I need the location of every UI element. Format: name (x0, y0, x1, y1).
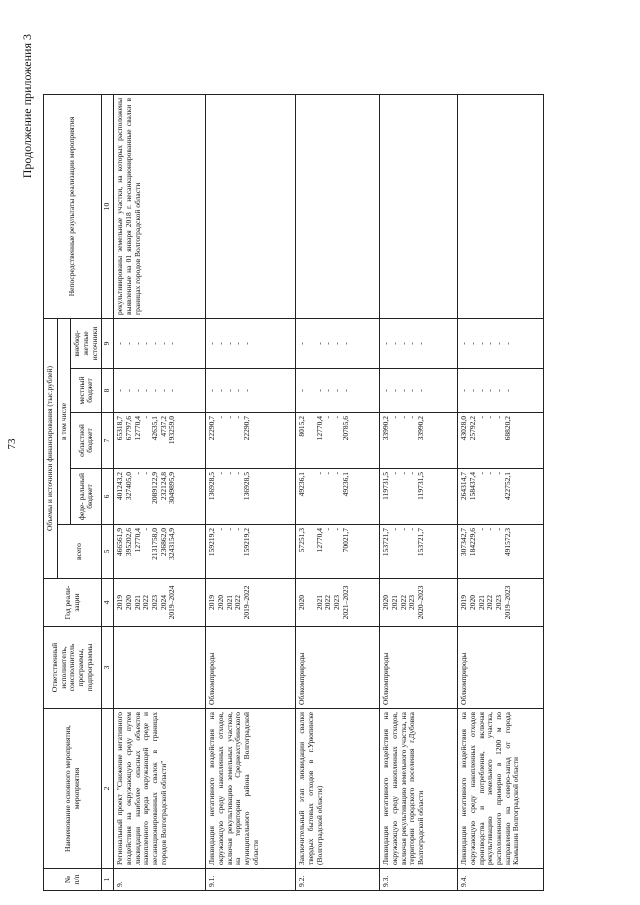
table-row (206, 95, 296, 891)
funding-extrabudgetary: - - - - - (380, 319, 458, 369)
implementation-years: 2019 2020 2021 2022 2023 2024 2019–2024 (114, 579, 206, 627)
header-extrabudgetary: внебюд- жетные источники (71, 319, 102, 369)
funding-extrabudgetary: - - - - - (206, 319, 296, 369)
header-including: в том числе (57, 319, 71, 525)
row-number: 9.3. (380, 869, 458, 891)
responsible-executor: Облкомприроды (458, 627, 544, 709)
column-number: 10 (102, 95, 114, 319)
measure-name: Ликвидация негативного воздействия на окружающую среду накопленных отходов производства и потребления, включая рекультивацию земельного участка, расположенного примерно в 1200 м по направлению на северо-запад от города Камышин Волгоградской области (458, 709, 544, 869)
funding-local: - - - - - (380, 369, 458, 413)
column-number: 4 (102, 579, 114, 627)
funding-federal: 264314,7 158437,4 - - - 422752,1 (458, 469, 544, 525)
funding-regional: 8015,2 12770,4 - - 20785,6 (296, 413, 380, 469)
funding-local: - - - - - (206, 369, 296, 413)
implementation-years: 2020 2021 2022 2023 2021–2023 (296, 579, 380, 627)
funding-total: 307342,7 184229,6 - - - 491572,3 (458, 525, 544, 579)
direct-results (380, 95, 458, 319)
row-number: 9.4. (458, 869, 544, 891)
column-number: 7 (102, 413, 114, 469)
table-row (296, 95, 380, 891)
header-num: № п/п (44, 869, 102, 891)
column-number-row (102, 95, 114, 891)
responsible-executor: Облкомприроды (296, 627, 380, 709)
table-row (458, 95, 544, 891)
column-number: 5 (102, 525, 114, 579)
funding-extrabudgetary: - - - - - - (458, 319, 544, 369)
direct-results (206, 95, 296, 319)
row-number: 9.1. (206, 869, 296, 891)
funding-extrabudgetary: - - - - - - - (114, 319, 206, 369)
column-number: 2 (102, 709, 114, 869)
funding-regional: 33990,2 - - - 33990,2 (380, 413, 458, 469)
direct-results: рекультивированы земельные участки, на которых расположены выявленные на 01 января 2018 г. несанкционированные свалки в границах городов Волгоградской области (114, 95, 206, 319)
measure-name: Ликвидация негативного воздействия на окружающую среду накопленных отходов, включая рекультивацию земельного участка, на территории городского поселения г.Дубовка Волгоградской области (380, 709, 458, 869)
funding-table (43, 94, 544, 891)
implementation-years: 2019 2020 2021 2022 2023 2019–2023 (458, 579, 544, 627)
header-responsible: Ответственный исполнитель, соисполнитель программы, подпрограммы (44, 627, 102, 709)
appendix-continuation-label: Продолжение приложения 3 (20, 34, 34, 179)
funding-extrabudgetary: - - - - - (296, 319, 380, 369)
implementation-years: 2019 2020 2021 2022 2019–2022 (206, 579, 296, 627)
column-number: 8 (102, 369, 114, 413)
funding-total: 57251,3 12770,4 - - 70021,7 (296, 525, 380, 579)
responsible-executor (114, 627, 206, 709)
row-number: 9. (114, 869, 206, 891)
table-row (114, 95, 206, 891)
funding-local: - - - - - (296, 369, 380, 413)
responsible-executor: Облкомприроды (380, 627, 458, 709)
measure-name: Ликвидация негативного воздействия на окружающую среду накопленных отходов, включая рекультивацию земельных участков, на территории Среднеахтубинского муниципального района Волгоградской области (206, 709, 296, 869)
header-name: Наименование основного мероприятия, мероприятия (44, 709, 102, 869)
funding-regional: 43028,0 25792,2 - - - 68820,2 (458, 413, 544, 469)
header-total: всего (57, 525, 102, 579)
column-number: 1 (102, 869, 114, 891)
direct-results (296, 95, 380, 319)
header-federal: феде- ральный бюджет (71, 469, 102, 525)
header-funding: Объемы и источники финансирования (тыс.рублей) (44, 319, 58, 579)
header-year: Год реали- зации (44, 579, 102, 627)
funding-total: 159219,2 - - - 159219,2 (206, 525, 296, 579)
funding-regional: 65318,7 67797,6 12770,4 - 42635,1 4737,2 193259,0 (114, 413, 206, 469)
funding-total: 153721,7 - - - 153721,7 (380, 525, 458, 579)
responsible-executor: Облкомприроды (206, 627, 296, 709)
funding-federal: 49236,1 - - - 49236,1 (296, 469, 380, 525)
header-local: местный бюджет (71, 369, 102, 413)
funding-regional: 22290,7 - - - 22290,7 (206, 413, 296, 469)
measure-name: Региональный проект "Снижение негативного воздействия на окружающую среду путем ликвидации наиболее опасных объектов накопленного вреда окружающей среде и несанкционированных свалок в границах городов Волгоградской области" (114, 709, 206, 869)
column-number: 9 (102, 319, 114, 369)
implementation-years: 2020 2021 2022 2023 2020–2023 (380, 579, 458, 627)
header-results: Непосредственные результаты реализации мероприятия (44, 95, 102, 319)
measure-name: Заключительный этап ликвидации свалки твердых бытовых отходов в г.Урюпинске (Волгоградской области) (296, 709, 380, 869)
funding-local: - - - - - - (458, 369, 544, 413)
funding-total: 466561,9 395202,6 12770,4 - 2131758,0 236862,0 3243154,9 (114, 525, 206, 579)
header-regional: областной бюджет (71, 413, 102, 469)
funding-local: - - - - - - - (114, 369, 206, 413)
row-number: 9.2. (296, 869, 380, 891)
funding-federal: 119731,5 - - - 119731,5 (380, 469, 458, 525)
funding-federal: 401243,2 327405,0 - - 2089122,9 232124,8 3049895,9 (114, 469, 206, 525)
column-number: 6 (102, 469, 114, 525)
table-row (380, 95, 458, 891)
direct-results (458, 95, 544, 319)
funding-federal: 136928,5 - - - 136928,5 (206, 469, 296, 525)
column-number: 3 (102, 627, 114, 709)
page-number: 73 (6, 438, 18, 450)
